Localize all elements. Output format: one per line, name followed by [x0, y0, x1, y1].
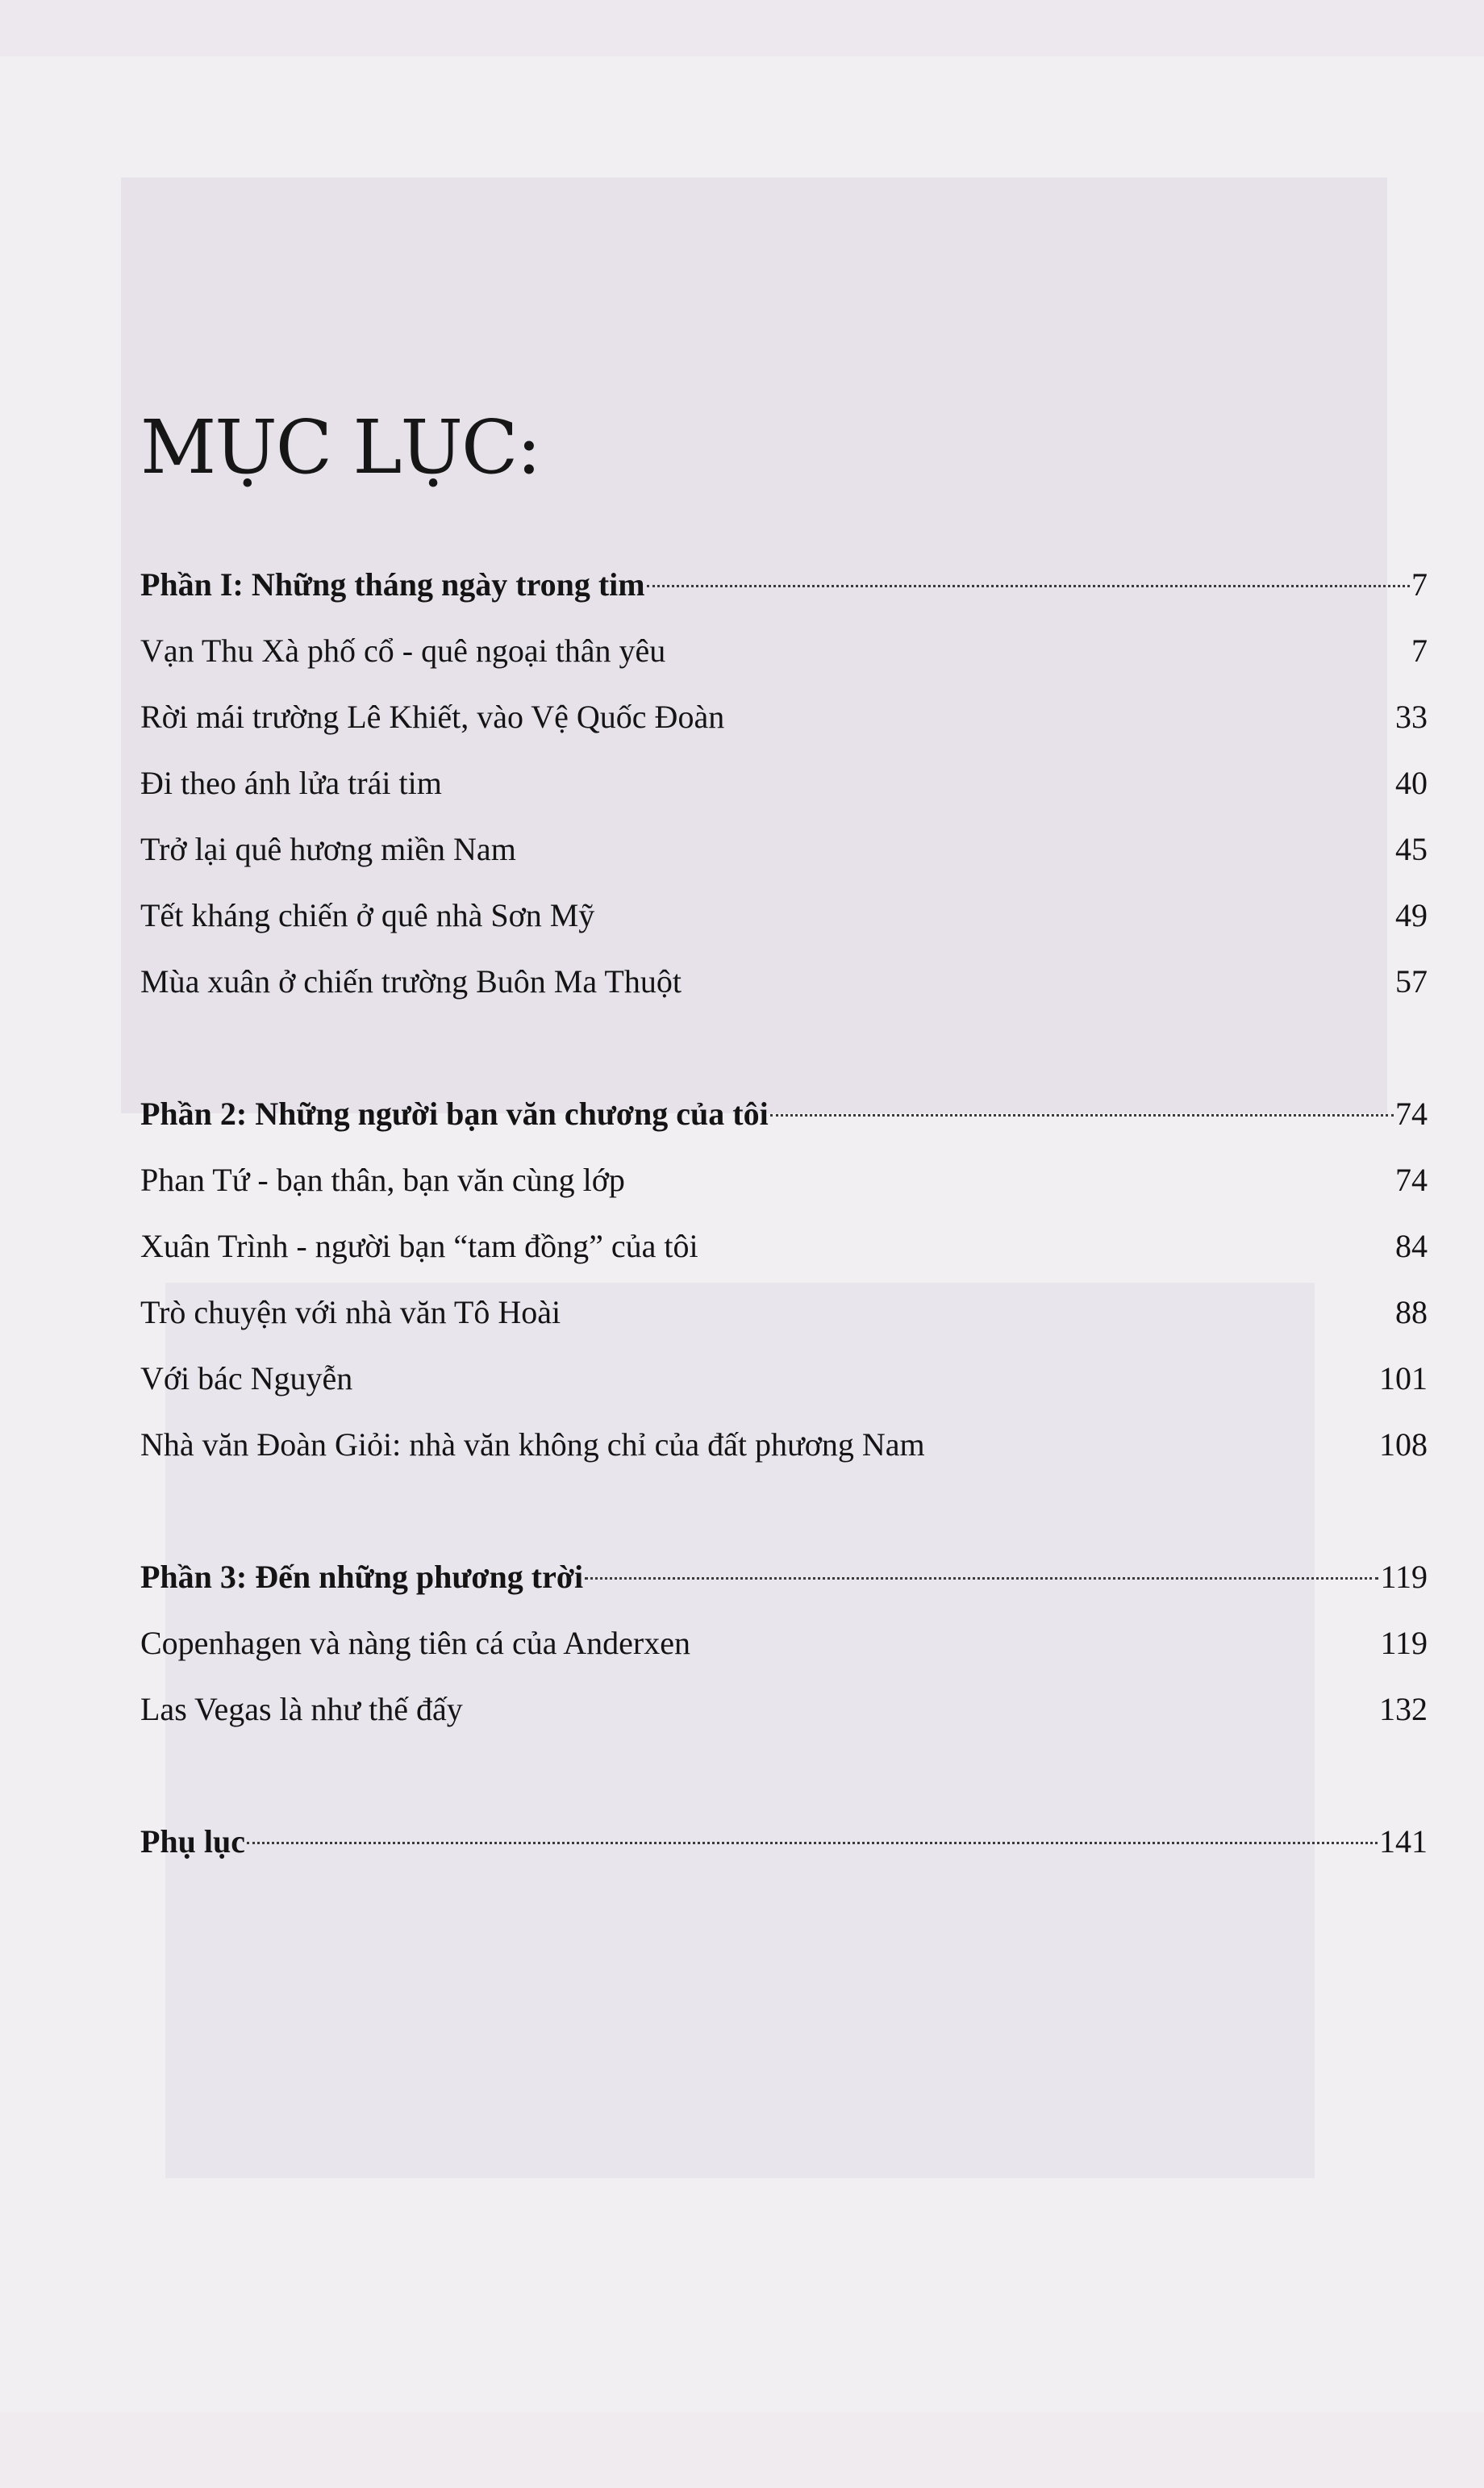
toc-section-heading[interactable] — [140, 1081, 1428, 1147]
toc-entry[interactable] — [140, 1676, 1428, 1743]
toc-page-number: 88 — [1395, 1294, 1428, 1330]
toc-entry[interactable] — [140, 1147, 1428, 1213]
toc-entry[interactable] — [140, 949, 1428, 1015]
toc-page-number: 119 — [1380, 1559, 1428, 1595]
toc-page-number: 74 — [1395, 1096, 1428, 1132]
toc-list — [140, 552, 1428, 1875]
dot-leader — [647, 585, 1410, 587]
toc-page-number: 108 — [1379, 1426, 1428, 1463]
toc-page-number: 101 — [1379, 1360, 1428, 1396]
toc-entry[interactable] — [140, 618, 1428, 684]
toc-entry-label: Mùa xuân ở chiến trường Buôn Ma Thuột — [140, 963, 682, 1000]
toc-page-number: 119 — [1380, 1625, 1428, 1661]
toc-entry-label: Với bác Nguyễn — [140, 1360, 353, 1396]
page-bleed-top — [0, 0, 1484, 56]
toc-entry-label: Trở lại quê hương miền Nam — [140, 831, 516, 867]
toc-entry[interactable] — [140, 684, 1428, 750]
toc-entry[interactable] — [140, 750, 1428, 816]
toc-section-heading[interactable] — [140, 1809, 1428, 1875]
toc-entry-label: Nhà văn Đoàn Giỏi: nhà văn không chỉ của đất phương Nam — [140, 1426, 925, 1463]
toc-entry[interactable] — [140, 883, 1428, 949]
toc-page-number: 57 — [1395, 963, 1428, 1000]
toc-entry[interactable] — [140, 1346, 1428, 1412]
toc-entry[interactable] — [140, 1279, 1428, 1346]
toc-entry-label: Vạn Thu Xà phố cổ - quê ngoại thân yêu — [140, 632, 666, 669]
toc-page-number: 33 — [1395, 699, 1428, 735]
toc-page-number: 132 — [1379, 1691, 1428, 1727]
dot-leader — [770, 1114, 1394, 1117]
toc-entry-label: Tết kháng chiến ở quê nhà Sơn Mỹ — [140, 897, 595, 933]
toc-heading-label: Phần I: Những tháng ngày trong tim — [140, 566, 645, 603]
toc-page-number: 84 — [1395, 1228, 1428, 1264]
table-of-contents — [140, 387, 1428, 1875]
section-gap — [140, 1478, 1428, 1544]
toc-entry[interactable] — [140, 816, 1428, 883]
toc-section-heading[interactable] — [140, 1544, 1428, 1610]
toc-title: MỤC LỤC: — [140, 404, 540, 491]
section-gap — [140, 1015, 1428, 1081]
toc-page-number: 40 — [1395, 765, 1428, 801]
toc-entry-label: Phan Tứ - bạn thân, bạn văn cùng lớp — [140, 1162, 625, 1198]
toc-entry-label: Xuân Trình - người bạn “tam đồng” của tôi — [140, 1228, 698, 1264]
toc-entry-label: Las Vegas là như thế đấy — [140, 1691, 463, 1727]
toc-page-number: 49 — [1395, 897, 1428, 933]
toc-page-number: 7 — [1411, 632, 1428, 669]
dot-leader — [585, 1577, 1378, 1580]
toc-page-number: 74 — [1395, 1162, 1428, 1198]
toc-heading-label: Phần 2: Những người bạn văn chương của tôi — [140, 1096, 769, 1132]
toc-heading-label: Phụ lục — [140, 1823, 246, 1860]
toc-entry-label: Trò chuyện với nhà văn Tô Hoài — [140, 1294, 561, 1330]
toc-entry-label: Rời mái trường Lê Khiết, vào Vệ Quốc Đoàn — [140, 699, 725, 735]
dot-leader — [247, 1842, 1378, 1844]
page-bleed-bottom — [0, 2412, 1484, 2488]
toc-entry-label: Copenhagen và nàng tiên cá của Anderxen — [140, 1625, 690, 1661]
section-gap — [140, 1743, 1428, 1809]
toc-entry-label: Đi theo ánh lửa trái tim — [140, 765, 442, 801]
toc-page-number: 7 — [1411, 566, 1428, 603]
toc-entry[interactable] — [140, 1213, 1428, 1279]
toc-page-number: 45 — [1395, 831, 1428, 867]
toc-entry[interactable] — [140, 1412, 1428, 1478]
toc-section-heading[interactable] — [140, 552, 1428, 618]
toc-entry[interactable] — [140, 1610, 1428, 1676]
toc-page-number: 141 — [1379, 1823, 1428, 1860]
toc-heading-label: Phần 3: Đến những phương trời — [140, 1559, 584, 1595]
